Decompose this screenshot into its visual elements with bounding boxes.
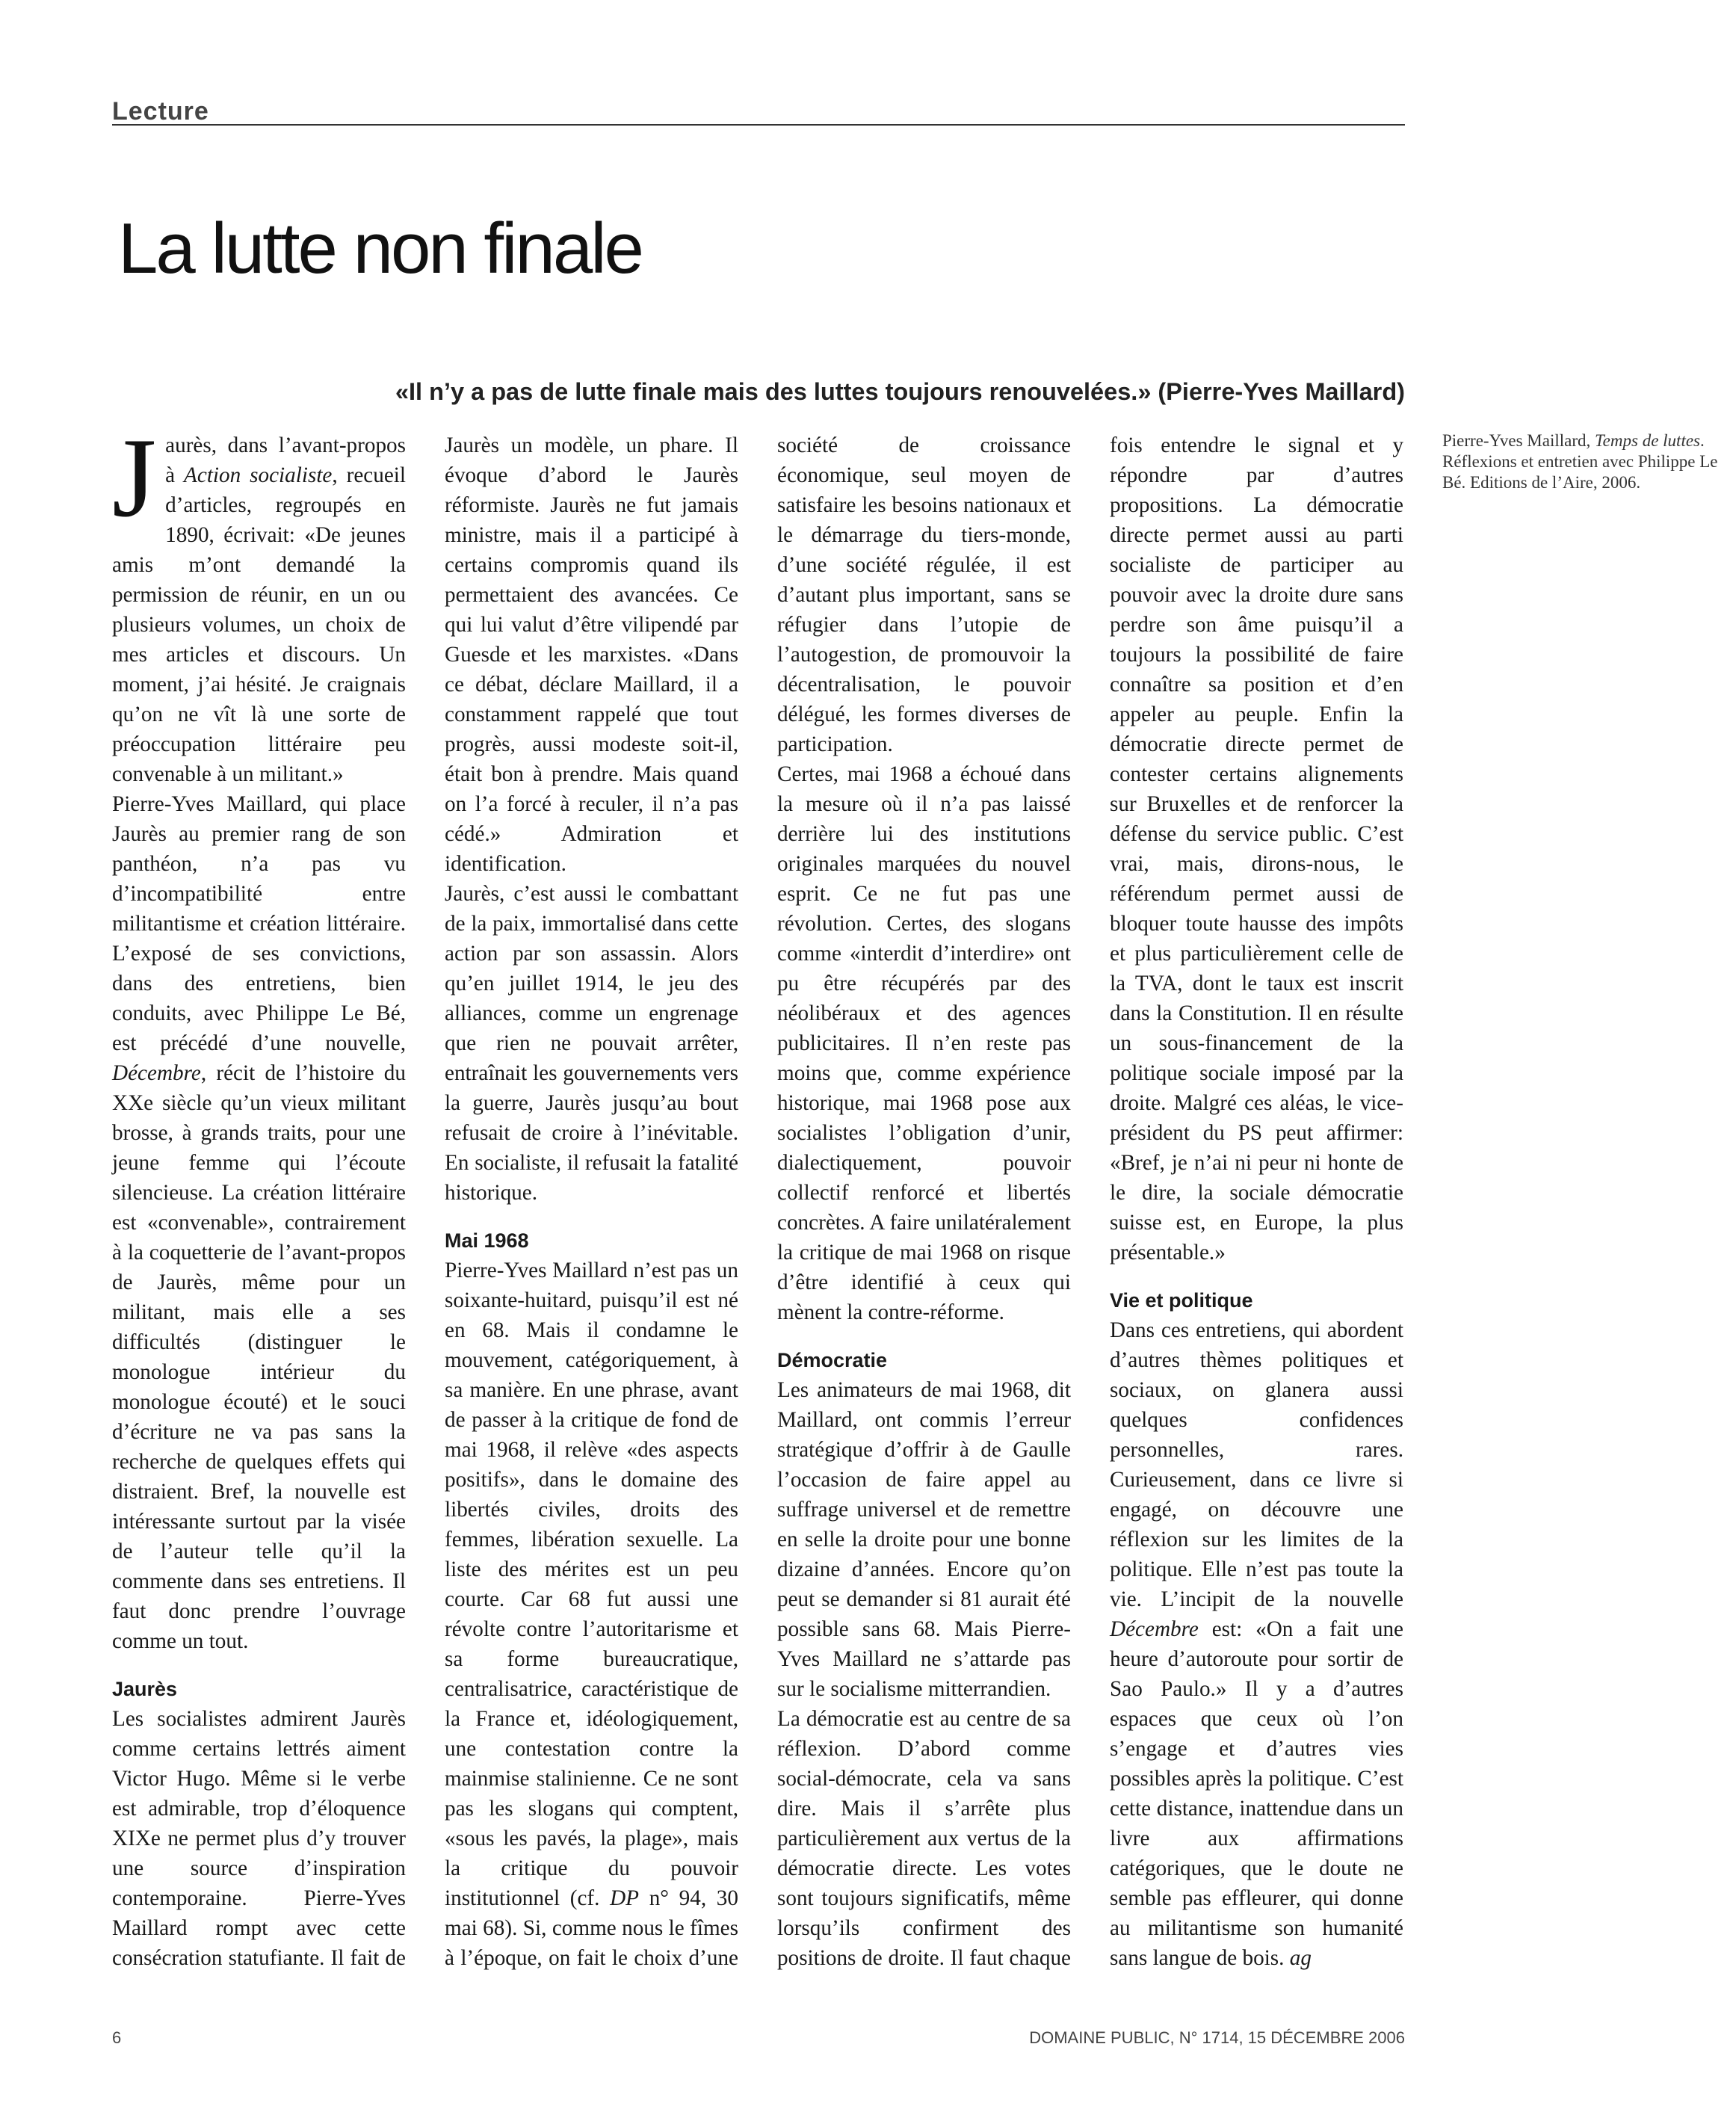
section-rubric: Lecture [112,97,209,126]
book-title-action-socialiste: Action socialiste [184,463,333,487]
paragraph-9 [1110,1315,1403,1973]
p9-text-b: est: «On a fait une heure d’autoroute pour sortir de Sao Paulo.» Il y a d’autres espaces que ceux où l’on s’engage et d’autres vies possibles après la politique. C’est cette distance, inattendue dans un livre aux affirmations catégoriques, que le doute ne semble pas effleurer, qui donne au militantisme son humanité sans langue de bois. [1110,1617,1403,1970]
intro-text-rest: , recueil d’articles, regroupés en 1890, écrivait: «De jeunes amis m’ont demandé la permission de réunir, en un ou plusieurs volumes, un choix de mes articles et discours. Un moment, j’ai hésité. Je craignais qu’on ne vît là une sorte de préoccupation littéraire peu convenable à un militant.» [112,463,406,786]
article-body [112,415,1718,1986]
subhead-mai-1968: Mai 1968 [445,1229,529,1252]
credit-book-title: Temps de luttes [1595,431,1700,450]
article-title: La lutte non finale [118,209,642,288]
paragraph-2 [112,789,406,1656]
paragraph-8: La démocratie est au centre de sa réflexion. D’abord comme social-démocrate, cela va sans dire. Mais il s’arrête plus particulièrement aux vertus de la démocratie directe. Les votes sont toujours significatifs, même lorsqu’ils confirment des positions de droite. Il faut chaque fois entendre le signal et y répondre par d’autres propositions. La démocratie directe permet aussi au parti socialiste de participer au pouvoir avec la droite dure sans perdre son âme puisqu’il a toujours la possibilité de faire connaître sa position et d’en appeler au peuple. Enfin la démocratie directe permet de contester certains alignements sur Bruxelles et de renforcer la défense du service public. C’est vrai, mais, dirons-nous, le référendum permet aussi de bloquer toute hausse des impôts et plus particulièrement celle de la TVA, dont le taux est inscrit dans la Constitution. Il en résulte un sous-financement de la politique sociale imposé par la droite. Malgré ces aléas, le vice-président du PS peut affirmer: «Bref, je n’ai ni peur ni honte de le dire, la sociale démocratie suisse est, en Europe, la plus présentable.» [777,433,1403,1970]
novel-title-decembre: Décembre [112,1061,201,1085]
p5-text-b: n° 94, 30 mai 68). Si, comme nous le fîmes à l’époque, on fait le choix d’une société de croissance économique, seul moyen de satisfaire les besoins nationaux et le démarrage du tiers-monde, d’une société régulée, il est d’autant plus important, sans se réfugier dans l’utopie de l’autogestion, de promouvoir la décentralisation, le pouvoir délégué, les formes diverses de participation. [445,433,1071,1970]
p2-text-a: Pierre-Yves Maillard, qui place Jaurès au premier rang de son panthéon, n’a pas vu d’incompatibilité entre militantisme et création littéraire. L’exposé de ses convictions, dans des entretiens, bien conduits, avec Philippe Le Bé, est précédé d’une nouvelle, [112,792,406,1055]
author-signature: ag [1289,1946,1312,1970]
subhead-jaures: Jaurès [112,1678,178,1700]
paragraph-3: Les socialistes admirent Jaurès comme certains lettrés aiment Victor Hugo. Même si le verbe est admirable, trop d’éloquence XIXe ne permet plus d’y trouver une source d’inspiration contemporaine. Pierre-Yves Maillard rompt avec cette consécration statufiante. Il fait de Jaurès un modèle, un phare. Il évoque d’abord le Jaurès réformiste. Jaurès ne fut jamais ministre, mais il a participé à certains compromis quand ils permettaient des avancées. Ce qui lui valut d’être vilipendé par Guesde et les marxistes. «Dans ce débat, déclare Maillard, il a constamment rappelé que tout progrès, aussi modeste soit-il, était bon à prendre. Mais quand on l’a forcé à reculer, il n’a pas cédé.» Admiration et identification. [112,433,738,1970]
p5-text-a: Pierre-Yves Maillard n’est pas un soixante-huitard, puisqu’il est né en 68. Mais il condamne le mouvement, catégoriquement, à sa manière. En une phrase, avant de passer à la critique de fond de mai 1968, il relève «des aspects positifs», dans le domaine des libertés civiles, droits des femmes, libération sexuelle. La liste des mérites est un peu courte. Car 68 fut aussi une révolte contre l’autoritarisme et sa forme bureaucratique, centralisatrice, caractéristique de la France et, idéologiquement, une contestation contre la mainmise stalinienne. Ce ne sont pas les slogans qui comptent, «sous les pavés, la plage», mais la critique du pouvoir institutionnel (cf. [445,1259,738,1910]
paragraph-intro [112,415,406,789]
dp-italic: DP [610,1886,640,1910]
subhead-vie-et-politique: Vie et politique [1110,1289,1253,1312]
article-chapo: «Il n’y a pas de lutte finale mais des luttes toujours renouvelées.» (Pierre-Yves Maillard) [395,378,1405,405]
novel-title-decembre-2: Décembre [1110,1617,1199,1641]
book-credit [1442,430,1736,493]
p9-text-a: Dans ces entretiens, qui abordent d’autres thèmes politiques et sociaux, on glanera aussi quelques confidences personnelles, rares. Curieusement, dans ce livre si engagé, on découvre une réflexion sur les limites de la politique. Elle n’est pas toute la vie. L’incipit de la nouvelle [1110,1318,1403,1611]
credit-details: . Réflexions et entretien avec Philippe Le Bé. Editions de l’Aire, 2006. [1442,431,1718,492]
subhead-democratie: Démocratie [777,1349,888,1371]
header-rule [112,124,1405,126]
page-number: 6 [112,2028,122,2047]
publication-footer: DOMAINE PUBLIC, N° 1714, 15 DÉCEMBRE 2006 [1029,2028,1405,2047]
drop-cap: J [112,415,157,540]
credit-author: Pierre-Yves Maillard, [1442,431,1595,450]
paragraph-7: Les animateurs de mai 1968, dit Maillard, ont commis l’erreur stratégique d’offrir à de Gaulle l’occasion de faire appel au suffrage universel et de remettre en selle la droite pour une bonne dizaine d’années. Encore qu’on peut se demander si 81 aurait été possible sans 68. Mais Pierre-Yves Maillard ne s’attarde pas sur le socialisme mitterrandien. [777,1378,1071,1701]
paragraph-4: Jaurès, c’est aussi le combattant de la paix, immortalisé dans cette action par son assassin. Alors qu’en juillet 1914, le jeu des alliances, comme un engrenage que rien ne pouvait arrêter, entraînait les gouvernements vers la guerre, Jaurès jusqu’au bout refusait de croire à l’inévitable. En socialiste, il refusait la fatalité historique. [445,882,738,1205]
p2-text-b: , récit de l’histoire du XXe siècle qu’un vieux militant brosse, à grands traits, pour une jeune femme qui l’écoute silencieuse. La création littéraire est «convenable», contrairement à la coquetterie de l’avant-propos de Jaurès, même pour un militant, mais elle a ses difficultés (distinguer le monologue intérieur du monologue écouté) et le souci d’écriture ne va pas sans la recherche de quelques effets qui distraient. Bref, la nouvelle est intéressante surtout par la visée de l’auteur telle qu’il la commente dans ses entretiens. Il faut donc prendre l’ouvrage comme un tout. [112,1061,406,1653]
paragraph-6: Certes, mai 1968 a échoué dans la mesure où il n’a pas laissé derrière lui des institutions originales marquées du nouvel esprit. Ce ne fut pas une révolution. Certes, des slogans comme «interdit d’interdire» ont pu être récupérés par des néolibéraux et des agences publicitaires. Il n’en reste pas moins que, comme expérience historique, mai 1968 pose aux socialistes l’obligation d’unir, dialectiquement, pouvoir collectif renforcé et libertés concrètes. A faire unilatéralement la critique de mai 1968 on risque d’être identifié à ceux qui mènent la contre-réforme. [777,762,1071,1324]
intro-text: aurès, dans l’avant-propos à [165,433,406,487]
